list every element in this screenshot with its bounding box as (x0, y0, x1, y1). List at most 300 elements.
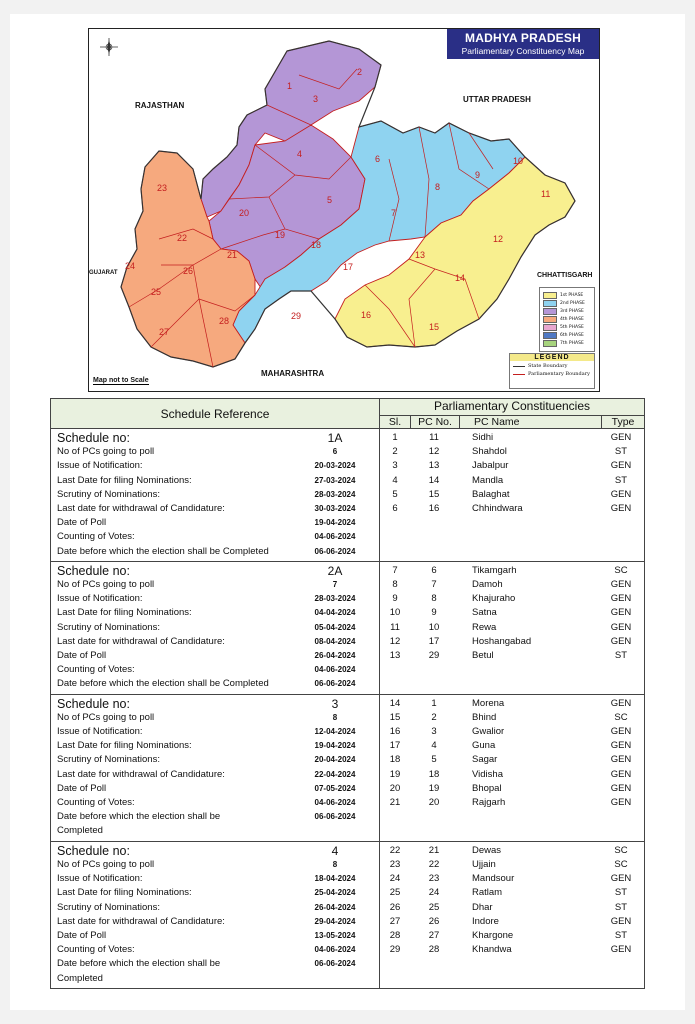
pc-type: GEN (610, 579, 632, 591)
schedule-line (57, 858, 375, 872)
pc-no: 18 (428, 768, 440, 780)
neighbour-gujarat: GUJARAT (89, 270, 118, 276)
pc-name: Mandsour (472, 873, 515, 885)
constituency-row (380, 606, 644, 620)
constituency-row (380, 649, 644, 663)
sl-no: 14 (389, 697, 401, 709)
schedule-label: Scrutiny of Nominations: (57, 754, 160, 766)
schedule-label: Completed (57, 825, 103, 837)
schedule-label: Date of Poll (57, 517, 107, 529)
schedule-value: 04-04-2024 (314, 608, 356, 618)
schedule-value: 06-06-2024 (314, 959, 356, 969)
schedule-label: No of PCs going to poll (57, 579, 155, 591)
schedule-line (57, 677, 375, 691)
schedule-label: Issue of Notification: (57, 873, 143, 885)
pc-number: 13 (415, 250, 426, 260)
pc-type: SC (614, 564, 628, 576)
sl-no: 5 (392, 488, 398, 500)
pc-number: 21 (227, 250, 238, 260)
legend-phase-4 (543, 315, 594, 323)
schedule-value: 2A (327, 563, 343, 578)
neighbour-uttar-pradesh: UTTAR PRADESH (463, 95, 531, 104)
schedule-value: 29-04-2024 (314, 916, 356, 926)
schedule-table (50, 398, 645, 989)
constituency-row (380, 474, 644, 488)
schedule-value: 6 (332, 447, 338, 457)
pc-number: 4 (297, 149, 303, 159)
schedule-value: 19-04-2024 (314, 741, 356, 751)
pc-name: Damoh (472, 579, 503, 591)
constituency-map (88, 28, 600, 392)
schedule-line (57, 663, 375, 677)
schedule-label: Schedule no: (57, 696, 130, 711)
pc-name: Sagar (472, 754, 498, 766)
pc-no: 4 (431, 740, 437, 752)
pc-no: 20 (428, 797, 440, 809)
constituency-row (380, 635, 644, 649)
schedule-label: Last Date for filing Nominations: (57, 607, 192, 619)
schedule-label: Last Date for filing Nominations: (57, 474, 192, 486)
constituency-row (380, 886, 644, 900)
sl-no: 7 (392, 564, 398, 576)
pc-type: GEN (610, 873, 632, 885)
schedule-label: Scrutiny of Nominations: (57, 488, 160, 500)
pc-name: Dewas (472, 844, 502, 856)
pc-name: Shahdol (472, 446, 507, 458)
pc-no: 5 (431, 754, 437, 766)
schedule-label: Date of Poll (57, 929, 107, 941)
pc-number: 7 (391, 208, 397, 218)
constituency-row (380, 858, 644, 872)
schedule-value: 07-05-2024 (314, 783, 356, 793)
legend-label: Parliamentary Boundary (528, 371, 590, 377)
map-title: MADHYA PRADESH (465, 31, 581, 45)
pc-type: ST (614, 929, 628, 941)
pc-name: Mandla (472, 474, 504, 486)
legend-phase-label: 4th PHASE (560, 316, 584, 322)
schedule-line (57, 810, 375, 824)
sl-no: 28 (389, 929, 401, 941)
schedule-line (57, 578, 375, 592)
schedule-label: Counting of Votes: (57, 944, 135, 956)
constituency-list (380, 694, 645, 841)
pc-name: Gwalior (472, 726, 505, 738)
pc-number: 18 (311, 240, 322, 250)
schedule-line (57, 901, 375, 915)
sl-no: 24 (389, 873, 401, 885)
schedule-label: Last Date for filing Nominations: (57, 887, 192, 899)
pc-type: SC (614, 858, 628, 870)
schedule-label: Issue of Notification: (57, 726, 143, 738)
pc-number: 29 (291, 311, 302, 321)
schedule-value: 05-04-2024 (314, 622, 356, 632)
schedule-label: Schedule no: (57, 431, 130, 445)
map-subtitle: Parliamentary Constituency Map (461, 46, 585, 56)
schedule-line (57, 824, 375, 838)
constituency-row (380, 711, 644, 725)
pc-name: Dhar (472, 901, 493, 913)
legend-phase-label: 2nd PHASE (560, 300, 585, 306)
schedule-line (57, 753, 375, 767)
pc-name: Indore (472, 915, 499, 927)
pc-no: 8 (431, 593, 437, 605)
schedule-label: No of PCs going to poll (57, 858, 155, 870)
constituency-row (380, 502, 644, 516)
schedule-label: No of PCs going to poll (57, 711, 155, 723)
schedule-label: Issue of Notification: (57, 593, 143, 605)
schedule-label: Date before which the election shall be (57, 811, 221, 823)
schedule-line (57, 697, 375, 711)
schedule-label: No of PCs going to poll (57, 446, 155, 458)
schedule-value: 4 (331, 843, 339, 858)
schedule-label: Schedule no: (57, 843, 130, 858)
legend-phase-label: 5th PHASE (560, 324, 584, 330)
pc-name: Khandwa (472, 944, 512, 956)
schedule-label: Date before which the election shall be Completed (57, 678, 269, 690)
schedule-value (295, 972, 375, 986)
schedule-value: 8 (332, 859, 338, 869)
neighbour-maharashtra: MAHARASHTRA (261, 369, 325, 378)
constituency-row (380, 592, 644, 606)
pc-number: 25 (151, 287, 162, 297)
constituency-row (380, 943, 644, 957)
schedule-line (57, 502, 375, 516)
pc-type: GEN (610, 797, 632, 809)
pc-number: 28 (219, 316, 230, 326)
schedule-label: Date before which the election shall be (57, 958, 221, 970)
pc-name: Rewa (472, 621, 497, 633)
schedule-label: Date before which the election shall be Completed (57, 545, 269, 557)
schedule-value: 25-04-2024 (314, 888, 356, 898)
pc-name: Khargone (472, 929, 514, 941)
legend-title: LEGEND (510, 354, 594, 361)
schedule-details (51, 841, 380, 988)
schedule-value: 28-03-2024 (314, 594, 356, 604)
pc-name: Satna (472, 607, 497, 619)
pc-no: 27 (428, 929, 440, 941)
pc-type: GEN (610, 726, 632, 738)
pc-number: 16 (361, 310, 372, 320)
constituency-row (380, 872, 644, 886)
pc-number: 12 (493, 234, 504, 244)
schedule-row (51, 841, 645, 988)
schedule-body (51, 429, 645, 989)
sl-no: 29 (389, 944, 401, 956)
schedule-value: 8 (332, 712, 338, 722)
pc-no: 9 (431, 607, 437, 619)
pc-number: 8 (435, 182, 441, 192)
neighbour-rajasthan: RAJASTHAN (135, 101, 185, 110)
pc-type: GEN (610, 503, 632, 515)
schedule-value: 04-06-2024 (314, 665, 356, 675)
schedule-label: Date of Poll (57, 782, 107, 794)
legend-swatch (543, 308, 557, 315)
pc-number: 2 (357, 67, 363, 77)
header-parliamentary-constituencies: Parliamentary Constituencies Sl. PC No. PC Name Type (380, 399, 645, 429)
legend-phase-label: 1st PHASE (560, 292, 584, 298)
pc-type: SC (614, 844, 628, 856)
constituency-row (380, 739, 644, 753)
pc-type: GEN (610, 768, 632, 780)
constituency-row (380, 697, 644, 711)
pc-number: 14 (455, 273, 466, 283)
schedule-value: 28-03-2024 (314, 489, 356, 499)
pc-name: Ujjain (472, 858, 496, 870)
schedule-line (57, 649, 375, 663)
pc-type: GEN (610, 740, 632, 752)
sl-no: 16 (389, 726, 401, 738)
pc-no: 22 (428, 858, 440, 870)
legend-swatch (543, 332, 557, 339)
pc-name: Guna (472, 740, 496, 752)
schedule-label: Issue of Notification: (57, 460, 143, 472)
schedule-line (57, 872, 375, 886)
legend-phase-label: 3rd PHASE (560, 308, 584, 314)
legend-pc-boundary (513, 371, 594, 377)
legend-swatch (543, 300, 557, 307)
pc-no: 2 (431, 711, 437, 723)
pc-name: Balaghat (472, 488, 510, 500)
pc-no: 1 (431, 697, 437, 709)
pc-type: GEN (610, 607, 632, 619)
pc-number: 6 (375, 154, 381, 164)
schedule-details (51, 429, 380, 562)
neighbour-chhattisgarh: CHHATTISGARH (537, 272, 593, 279)
pc-type: GEN (610, 915, 632, 927)
schedule-details (51, 561, 380, 694)
schedule-value (295, 824, 375, 838)
schedule-value: 04-06-2024 (314, 798, 356, 808)
constituency-row (380, 901, 644, 915)
legend-phase-2 (543, 299, 594, 307)
pc-type: GEN (610, 432, 632, 443)
pc-number: 17 (343, 262, 354, 272)
col-sl: Sl. (380, 416, 411, 428)
schedule-line (57, 516, 375, 530)
schedule-value: 1A (327, 431, 343, 445)
pc-number: 11 (541, 189, 551, 199)
map-title-box (447, 29, 599, 59)
phase-legend (539, 287, 595, 352)
legend-swatch (543, 316, 557, 323)
pc-number: 22 (177, 233, 188, 243)
schedule-line (57, 530, 375, 544)
pc-number: 15 (429, 322, 440, 332)
pc-number: 26 (183, 266, 194, 276)
constituency-row (380, 844, 644, 858)
constituency-row (380, 459, 644, 473)
constituency-row (380, 929, 644, 943)
schedule-value: 04-06-2024 (314, 945, 356, 955)
schedule-label: Last date for withdrawal of Candidature: (57, 915, 225, 927)
pc-name: Morena (472, 697, 505, 709)
schedule-line (57, 711, 375, 725)
sl-no: 15 (389, 711, 401, 723)
schedule-line (57, 431, 375, 445)
pc-no: 17 (428, 635, 440, 647)
constituency-row (380, 431, 644, 445)
sl-no: 22 (389, 844, 401, 856)
schedule-label: Schedule no: (57, 563, 130, 578)
pc-name: Chhindwara (472, 503, 523, 515)
sl-no: 19 (389, 768, 401, 780)
pc-type: GEN (610, 488, 632, 500)
sl-no: 17 (389, 740, 401, 752)
sl-no: 11 (390, 621, 400, 633)
pc-no: 10 (428, 621, 440, 633)
pc-type: ST (614, 901, 628, 913)
schedule-line (57, 725, 375, 739)
pc-number: 20 (239, 208, 250, 218)
legend-swatch (543, 292, 557, 299)
constituency-row (380, 768, 644, 782)
pc-name: Ratlam (472, 887, 503, 899)
pc-type: GEN (610, 944, 632, 956)
constituency-row (380, 488, 644, 502)
schedule-label: Scrutiny of Nominations: (57, 901, 160, 913)
schedule-line (57, 592, 375, 606)
schedule-line (57, 564, 375, 578)
sl-no: 3 (392, 460, 398, 472)
pc-name: Hoshangabad (472, 635, 532, 647)
schedule-label: Scrutiny of Nominations: (57, 621, 160, 633)
legend-swatch (543, 324, 557, 331)
schedule-label: Counting of Votes: (57, 531, 135, 543)
pc-no: 11 (429, 432, 439, 443)
legend-label: State Boundary (528, 363, 568, 369)
schedule-value: 27-03-2024 (314, 475, 356, 485)
pc-no: 14 (428, 474, 440, 486)
pc-name: Rajgarh (472, 797, 506, 809)
legend-phase-5 (543, 323, 594, 331)
constituency-row (380, 915, 644, 929)
col-pc-name: PC Name (460, 416, 602, 428)
schedule-line (57, 621, 375, 635)
pc-type: GEN (610, 754, 632, 766)
pc-type: GEN (610, 782, 632, 794)
schedule-line (57, 972, 375, 986)
map-legend (509, 353, 595, 389)
pc-no: 3 (431, 726, 437, 738)
pc-number: 9 (475, 170, 481, 180)
schedule-value: 30-03-2024 (314, 504, 356, 514)
schedule-line (57, 886, 375, 900)
schedule-value: 04-06-2024 (314, 532, 356, 542)
schedule-value: 12-04-2024 (314, 727, 356, 737)
schedule-line (57, 929, 375, 943)
schedule-details (51, 694, 380, 841)
schedule-value: 26-04-2024 (314, 651, 356, 661)
pc-type: SC (614, 711, 628, 723)
pc-number: 3 (313, 94, 319, 104)
schedule-line (57, 545, 375, 559)
sl-no: 23 (389, 858, 401, 870)
pc-no: 7 (431, 579, 437, 591)
legend-phase-6 (543, 331, 594, 339)
pc-name: Sidhi (472, 432, 494, 443)
pc-no: 23 (428, 873, 440, 885)
sl-no: 25 (389, 887, 401, 899)
schedule-value: 08-04-2024 (314, 636, 356, 646)
sl-no: 10 (389, 607, 401, 619)
pc-no: 25 (428, 901, 440, 913)
schedule-row (51, 561, 645, 694)
schedule-value: 06-06-2024 (314, 812, 356, 822)
pc-type: GEN (610, 460, 632, 472)
compass-icon (100, 38, 118, 56)
schedule-line (57, 606, 375, 620)
schedule-value: 18-04-2024 (314, 874, 356, 884)
schedule-line (57, 488, 375, 502)
constituency-row (380, 578, 644, 592)
pc-no: 24 (428, 887, 440, 899)
constituency-row (380, 796, 644, 810)
pc-no: 16 (428, 503, 440, 515)
pc-number: 1 (287, 81, 293, 91)
schedule-line (57, 796, 375, 810)
schedule-value: 7 (332, 580, 338, 590)
col-pc-no: PC No. (411, 416, 460, 428)
pc-type: GEN (610, 593, 632, 605)
schedule-label: Last date for withdrawal of Candidature: (57, 635, 225, 647)
pc-no: 28 (428, 944, 440, 956)
schedule-line (57, 474, 375, 488)
constituency-row (380, 445, 644, 459)
schedule-row (51, 429, 645, 562)
schedule-label: Last date for withdrawal of Candidature: (57, 503, 225, 515)
schedule-line (57, 943, 375, 957)
schedule-value: 06-06-2024 (314, 679, 356, 689)
pc-name: Bhopal (472, 782, 502, 794)
sl-no: 2 (392, 446, 398, 458)
schedule-value: 19-04-2024 (314, 518, 356, 528)
schedule-line (57, 844, 375, 858)
schedule-line (57, 445, 375, 459)
sl-no: 12 (389, 635, 401, 647)
sl-no: 27 (389, 915, 401, 927)
pc-name: Jabalpur (472, 460, 509, 472)
pc-name: Khajuraho (472, 593, 516, 605)
pc-no: 19 (428, 782, 440, 794)
pc-type: GEN (610, 635, 632, 647)
sl-no: 9 (392, 593, 398, 605)
constituency-list (380, 429, 645, 562)
schedule-label: Completed (57, 972, 103, 984)
pc-no: 15 (428, 488, 440, 500)
schedule-label: Date of Poll (57, 650, 107, 662)
schedule-line (57, 459, 375, 473)
col-type: Type (611, 416, 635, 428)
sl-no: 4 (392, 474, 398, 486)
pc-type: GEN (610, 697, 632, 709)
map-scale-note: Map not to Scale (93, 377, 149, 384)
legend-phase-label: 6th PHASE (560, 332, 584, 338)
sl-no: 18 (389, 754, 401, 766)
constituency-list (380, 841, 645, 988)
pc-no: 26 (428, 915, 440, 927)
pc-number: 23 (157, 183, 168, 193)
pc-name: Bhind (472, 711, 497, 723)
constituency-list (380, 561, 645, 694)
schedule-value: 3 (331, 696, 339, 711)
pc-type: GEN (610, 621, 632, 633)
constituency-row (380, 564, 644, 578)
pc-type: ST (614, 650, 628, 662)
constituency-row (380, 621, 644, 635)
pc-no: 13 (428, 460, 440, 472)
schedule-line (57, 768, 375, 782)
sl-no: 13 (389, 650, 401, 662)
